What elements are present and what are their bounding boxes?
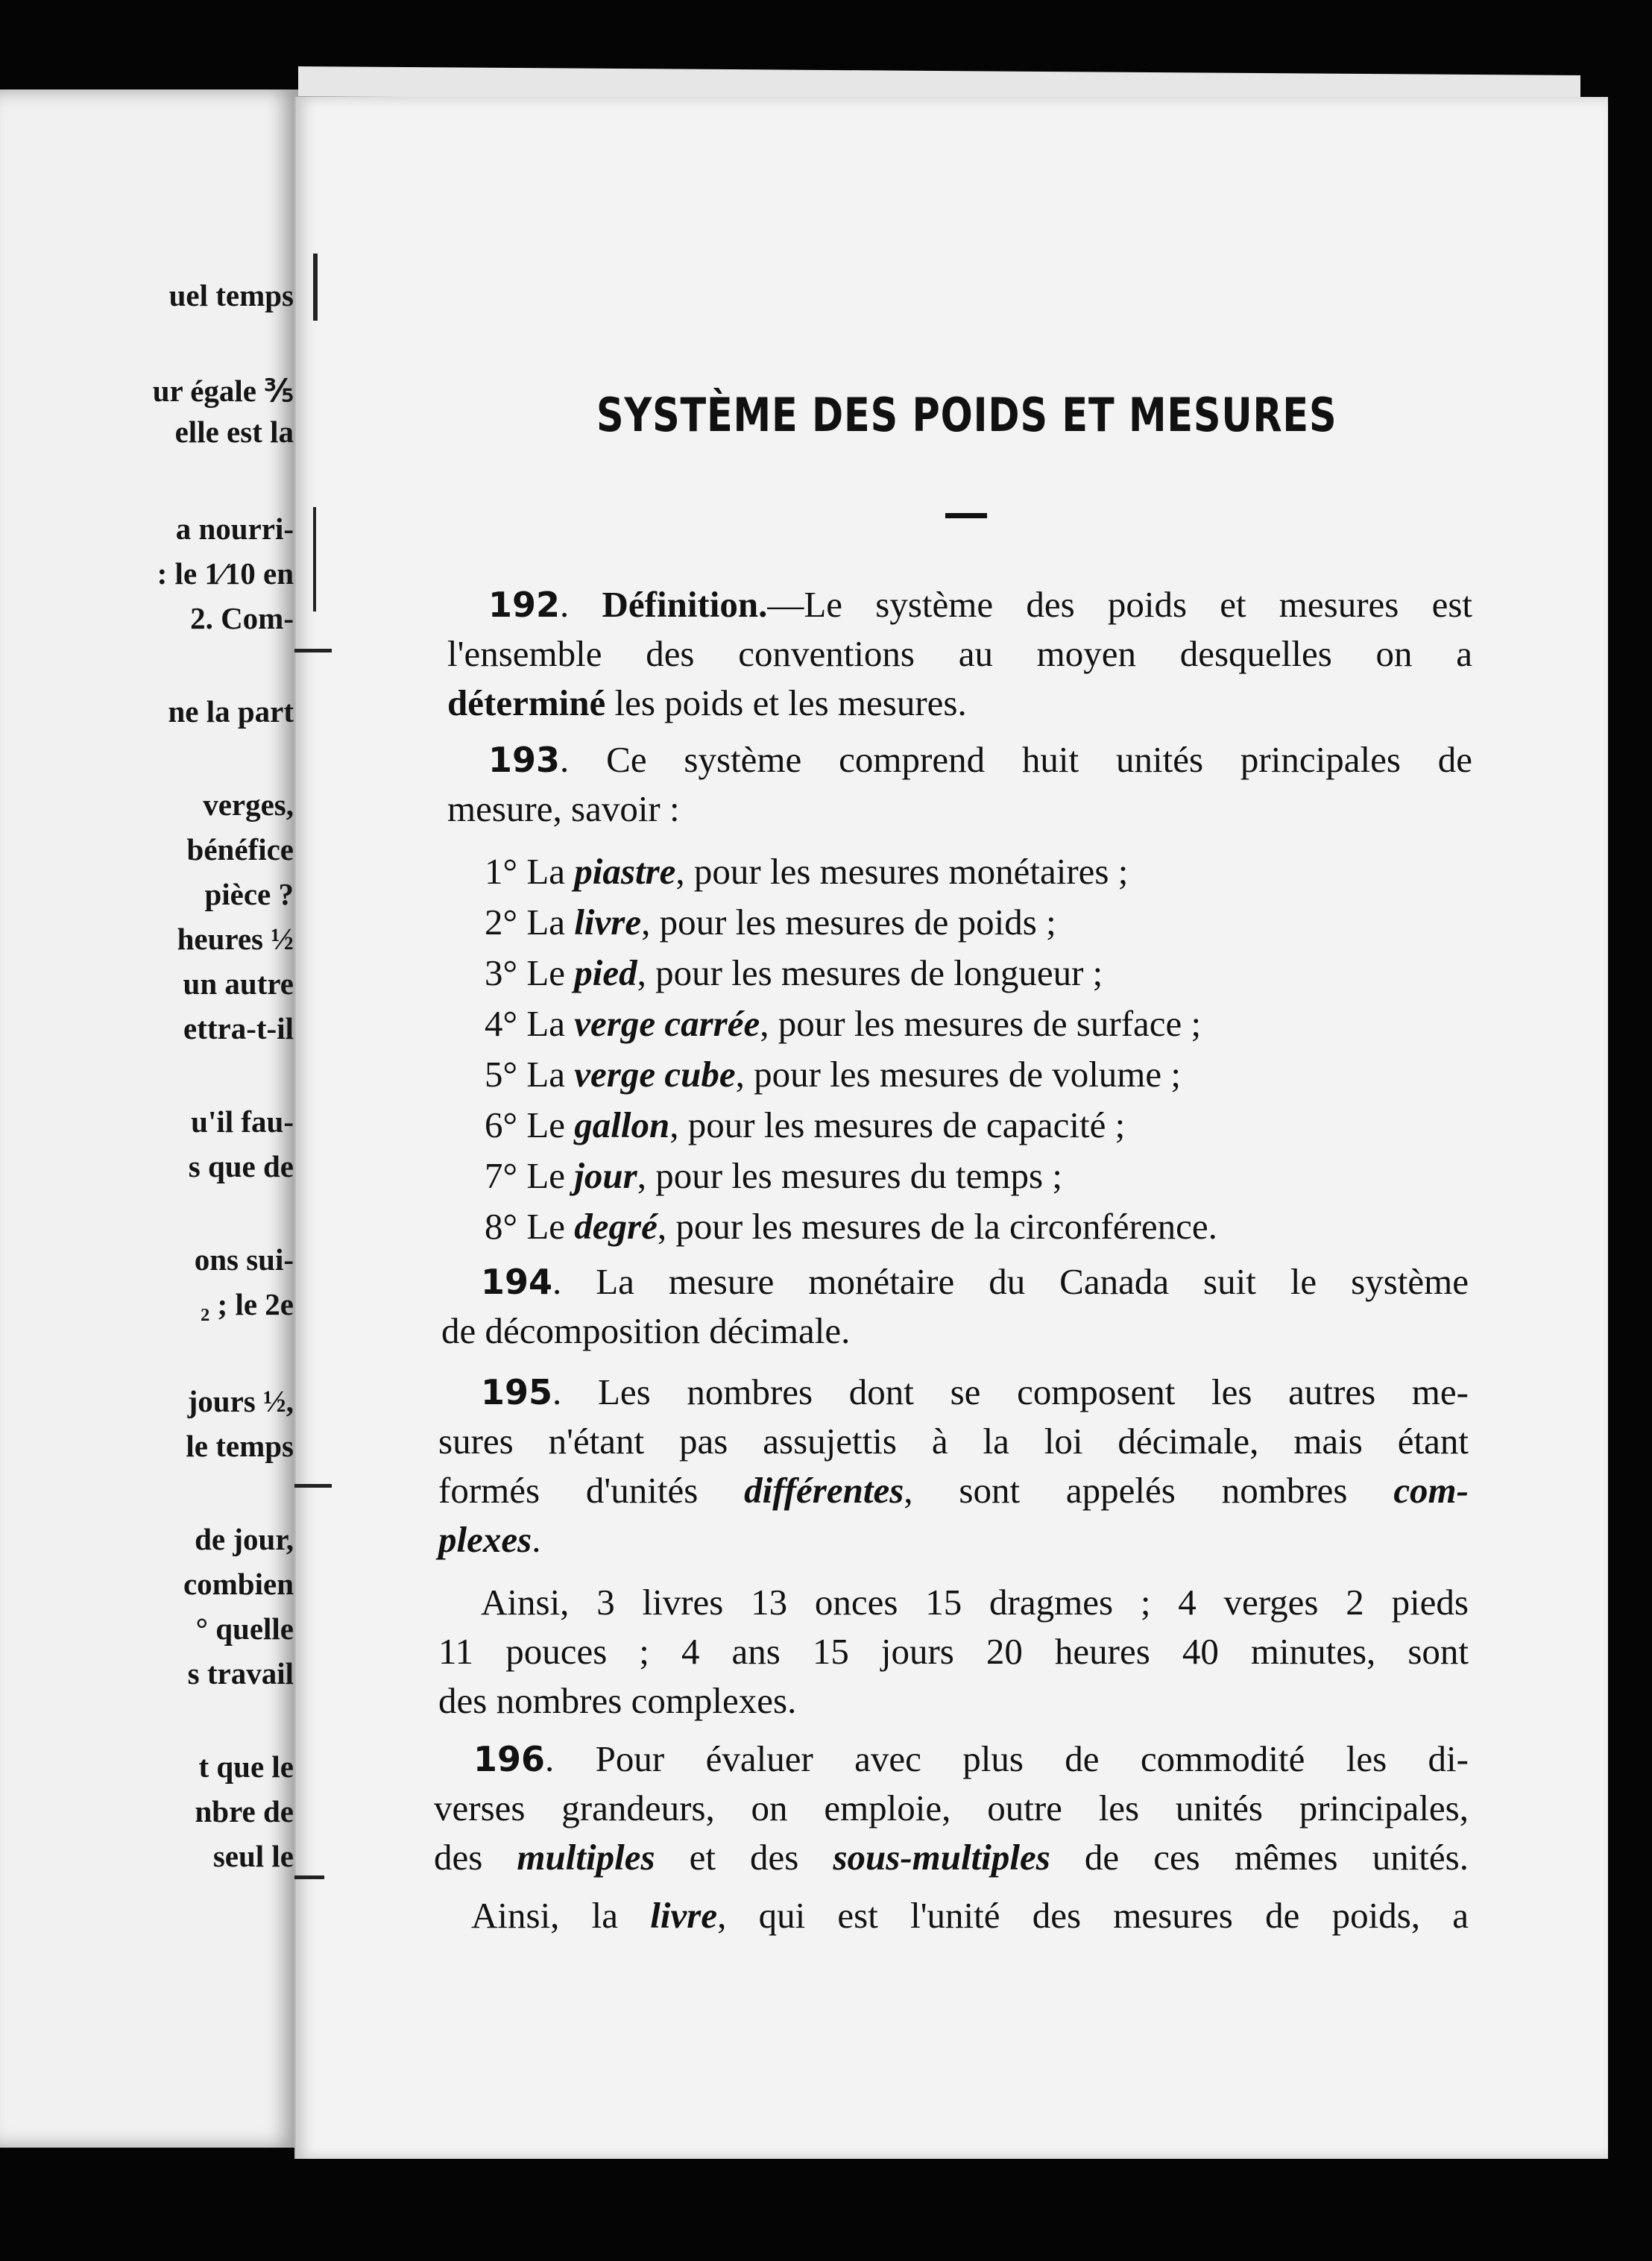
paragraph-195-example-2: 11 pouces ; 4 ans 15 jours 20 heures 40 minutes, sont bbox=[438, 1631, 1469, 1672]
left-page-line: uel temps bbox=[168, 278, 294, 312]
left-page-line: le temps bbox=[186, 1429, 294, 1463]
paragraph-196-line-4: Ainsi, la livre, qui est l'unité des mesures de poids, a bbox=[471, 1895, 1469, 1936]
paragraph-192-line-1: 192. Définition.—Le système des poids et mesures est bbox=[488, 584, 1473, 625]
unit-list-item: 3° Le pied, pour les mesures de longueur ; bbox=[485, 952, 1103, 993]
paragraph-195-example-3: des nombres complexes. bbox=[438, 1680, 797, 1721]
paragraph-195-line-3: formés d'unités différentes, sont appelés nombres com- bbox=[438, 1470, 1469, 1511]
paragraph-194-line-2: de décomposition décimale. bbox=[441, 1310, 851, 1351]
crop-mark bbox=[294, 1484, 332, 1488]
left-page-line: s travail bbox=[187, 1656, 294, 1691]
paragraph-196-line-2: verses grandeurs, on emploie, outre les unités principales, bbox=[434, 1787, 1469, 1828]
crop-mark bbox=[294, 649, 332, 652]
left-page-line: seul le bbox=[212, 1839, 294, 1873]
left-page-line: : le 1⁄10 en bbox=[157, 556, 294, 591]
left-page-line: u'il fau- bbox=[191, 1104, 294, 1139]
paragraph-195-line-1: 195. Les nombres dont se composent les autres me- bbox=[481, 1371, 1469, 1412]
paragraph-194-line-1: 194. La mesure monétaire du Canada suit le système bbox=[481, 1261, 1469, 1302]
paragraph-192-line-2: l'ensemble des conventions au moyen desquelles on a bbox=[447, 633, 1472, 674]
left-page-line: 2. Com- bbox=[190, 601, 294, 635]
article-number: 192 bbox=[488, 585, 561, 625]
paragraph-193-line-2: mesure, savoir : bbox=[447, 788, 680, 829]
article-number: 195 bbox=[481, 1372, 553, 1412]
page-title: SYSTÈME DES POIDS ET MESURES bbox=[596, 388, 1337, 442]
left-page-line: verges, bbox=[203, 787, 294, 822]
left-page-line: ne la part bbox=[168, 694, 294, 729]
unit-list-item: 8° Le degré, pour les mesures de la circonférence. bbox=[485, 1206, 1217, 1247]
article-number: 196 bbox=[473, 1739, 546, 1779]
crop-mark bbox=[294, 1875, 324, 1879]
unit-list-item: 5° La verge cube, pour les mesures de volume ; bbox=[485, 1054, 1182, 1095]
paragraph-195-example-1: Ainsi, 3 livres 13 onces 15 dragmes ; 4 verges 2 pieds bbox=[481, 1582, 1469, 1623]
unit-list-item: 4° La verge carrée, pour les mesures de surface ; bbox=[485, 1003, 1202, 1044]
left-page-line: de jour, bbox=[195, 1522, 294, 1556]
left-page-line: ons sui- bbox=[194, 1242, 294, 1277]
crop-mark bbox=[313, 254, 318, 321]
article-number: 193 bbox=[488, 740, 561, 780]
left-page-line: t que le bbox=[198, 1749, 294, 1784]
left-page-line: s que de bbox=[188, 1149, 294, 1183]
unit-list-item: 6° Le gallon, pour les mesures de capacité ; bbox=[485, 1104, 1126, 1145]
left-page-line: bénéfice bbox=[186, 832, 294, 867]
left-page-line: ur égale ⅗ bbox=[152, 374, 294, 408]
paragraph-196-line-3: des multiples et des sous-multiples de ces mêmes unités. bbox=[434, 1837, 1469, 1878]
paragraph-195-line-4: plexes. bbox=[438, 1519, 541, 1560]
left-page-line: ° quelle bbox=[195, 1611, 294, 1646]
left-page-line: a nourri- bbox=[175, 512, 294, 546]
unit-list-item: 1° La piastre, pour les mesures monétaires ; bbox=[485, 851, 1129, 892]
left-page-fragment bbox=[0, 89, 298, 2148]
left-page-line: ettra-t-il bbox=[183, 1011, 294, 1045]
unit-list-item: 2° La livre, pour les mesures de poids ; bbox=[485, 902, 1056, 943]
left-page-line: elle est la bbox=[174, 415, 294, 449]
title-rule bbox=[945, 513, 987, 518]
left-page-line: nbre de bbox=[195, 1794, 294, 1828]
paragraph-193-line-1: 193. Ce système comprend huit unités principales de bbox=[488, 739, 1472, 780]
left-page-line: ₂ ; le 2e bbox=[201, 1287, 294, 1321]
left-page-line: jours ½, bbox=[187, 1384, 294, 1418]
left-page-line: combien bbox=[183, 1567, 294, 1601]
left-page-line: un autre bbox=[183, 966, 294, 1001]
crop-mark bbox=[313, 507, 316, 611]
paragraph-195-line-2: sures n'étant pas assujettis à la loi décimale, mais étant bbox=[438, 1421, 1469, 1462]
paragraph-196-line-1: 196. Pour évaluer avec plus de commodité les di- bbox=[473, 1738, 1469, 1779]
definition-label: Définition. bbox=[602, 584, 768, 625]
left-page-line: heures ½ bbox=[177, 922, 294, 956]
article-number: 194 bbox=[481, 1262, 553, 1302]
paragraph-192-line-3: déterminé les poids et les mesures. bbox=[447, 682, 967, 723]
left-page-line: pièce ? bbox=[204, 877, 294, 911]
unit-list-item: 7° Le jour, pour les mesures du temps ; bbox=[485, 1155, 1062, 1196]
